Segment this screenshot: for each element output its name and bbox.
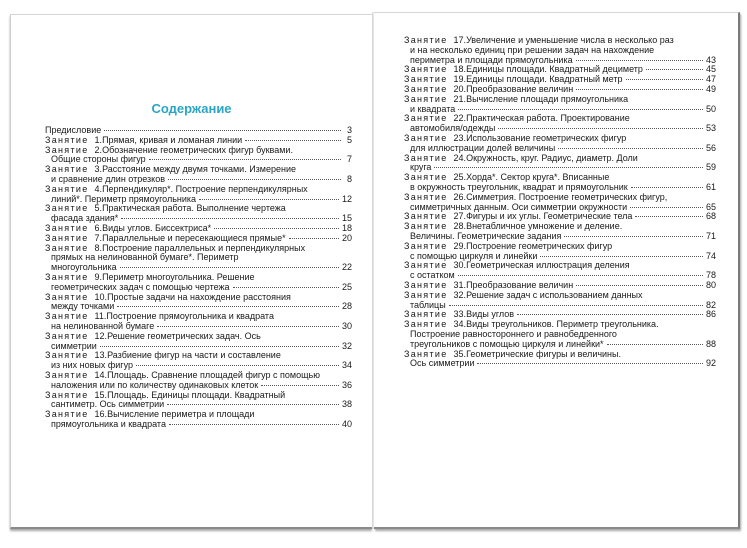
lesson-label: Занятие	[404, 309, 448, 320]
lesson-number: 25.	[453, 172, 467, 183]
entry-text: Построение геометрических фигур	[466, 240, 613, 251]
entry-text: линий*. Периметр прямоугольника	[51, 193, 197, 204]
lesson-label: Занятие	[45, 203, 89, 214]
entry-text: с остатком	[410, 270, 455, 281]
page-number: 82	[705, 299, 716, 310]
toc-entry[interactable]	[45, 293, 352, 313]
entry-text: Параллельные и пересекающиеся прямые*	[102, 232, 286, 243]
page-number: 74	[705, 250, 716, 261]
lesson-number: 10.	[94, 291, 108, 302]
lesson-number: 30.	[453, 260, 467, 271]
entry-text: Окружность, круг. Радиус, диаметр. Доли	[466, 152, 638, 163]
dot-leader	[434, 167, 703, 168]
lesson-number: 14.	[94, 369, 108, 380]
entry-text: Виды углов. Биссектриса*	[102, 222, 212, 233]
lesson-label: Занятие	[45, 222, 89, 233]
lesson-label: Занятие	[45, 271, 89, 282]
lesson-label: Занятие	[45, 183, 89, 194]
dot-leader	[136, 365, 339, 366]
page-number: 28	[341, 301, 352, 312]
dot-leader	[121, 218, 339, 219]
toc-entry[interactable]	[404, 114, 716, 134]
lesson-number: 1.	[94, 134, 103, 145]
page-number: 61	[705, 181, 716, 192]
entry-text: Симметрия. Построение геометрических фигур,	[466, 191, 668, 202]
toc-entry[interactable]	[45, 204, 352, 224]
dot-leader	[149, 159, 341, 160]
page-number: 3	[346, 125, 352, 135]
lesson-number: 32.	[453, 289, 467, 300]
entry-text: Практическая работа. Выполнение чертежа	[102, 203, 286, 214]
entry-text: Построение равностороннего и равнобедренного	[410, 328, 617, 339]
lesson-label: Занятие	[45, 291, 89, 302]
lesson-number: 26.	[453, 191, 467, 202]
entry-text: симметричных данным. Оси симметрии окружности	[410, 201, 628, 212]
entry-last-line	[404, 359, 716, 369]
lesson-number: 3.	[94, 164, 103, 175]
page-number: 80	[705, 279, 716, 290]
lesson-number: 34.	[453, 319, 467, 330]
toc-entry[interactable]	[404, 222, 716, 242]
toc-entry[interactable]	[45, 371, 352, 391]
page-number: 92	[705, 358, 716, 369]
lesson-label: Занятие	[45, 350, 89, 361]
entry-text: Разбиение фигур на части и составление	[107, 350, 281, 361]
dot-leader	[104, 130, 341, 131]
lesson-label: Занятие	[45, 389, 89, 400]
page-number: 18	[341, 222, 352, 233]
entry-text: Использование геометрических фигур	[466, 132, 627, 143]
dot-leader	[630, 207, 703, 208]
dot-leader	[635, 216, 703, 217]
page-number: 86	[705, 309, 716, 320]
lesson-number: 33.	[453, 309, 467, 320]
entry-text: на нелинованной бумаге	[51, 320, 155, 331]
entry-text: геометрических задач с помощью чертежа	[51, 281, 230, 292]
entry-text: и на несколько единиц при решении задач на нахождение	[410, 44, 655, 55]
toc-entry[interactable]	[404, 95, 716, 115]
toc-entry[interactable]	[45, 165, 352, 185]
entry-text: Построение параллельных и перпендикулярных	[102, 242, 306, 253]
lesson-label: Занятие	[404, 240, 448, 251]
entry-text: Площадь. Единицы площади. Квадратный	[107, 389, 286, 400]
page-number: 71	[705, 230, 716, 241]
dot-leader	[261, 385, 339, 386]
toc-entry[interactable]	[45, 332, 352, 352]
dot-leader	[100, 346, 339, 347]
lesson-number: 13.	[94, 350, 108, 361]
entry-text: прямоугольника и квадрата	[51, 418, 166, 429]
lesson-label: Занятие	[404, 64, 448, 75]
entry-text: Вычисление площади прямоугольника	[466, 93, 629, 104]
entry-text: для иллюстрации долей величины	[410, 142, 556, 153]
lesson-number: 29.	[453, 240, 467, 251]
entry-last-line	[404, 301, 716, 311]
toc-entry[interactable]	[404, 193, 716, 213]
entry-text: Геометрические фигуры и величины.	[466, 348, 621, 359]
toc-entry[interactable]	[404, 134, 716, 154]
entry-text: круга	[410, 162, 432, 173]
lesson-number: 7.	[94, 232, 103, 243]
dot-leader	[199, 199, 339, 200]
dot-leader	[458, 275, 703, 276]
lesson-label: Занятие	[404, 260, 448, 271]
entry-text: прямых на нелинованной бумаге*. Периметр	[51, 252, 239, 263]
page-number: 53	[705, 123, 716, 134]
entry-text: треугольников с помощью циркуля и линейки*	[410, 338, 604, 349]
lesson-label: Занятие	[404, 221, 448, 232]
lesson-number: 15.	[94, 389, 108, 400]
dot-leader	[214, 228, 339, 229]
lesson-label: Занятие	[45, 242, 89, 253]
left-page	[10, 14, 372, 529]
lesson-label: Занятие	[404, 113, 448, 124]
lesson-number: 6.	[94, 222, 103, 233]
page-number: 15	[341, 213, 352, 224]
entry-text: симметрии	[51, 340, 97, 351]
dot-leader	[117, 306, 339, 307]
entry-text: Преобразование величин	[466, 83, 574, 94]
page-number: 30	[341, 320, 352, 331]
entry-text: Ось симметрии	[410, 358, 475, 369]
dot-leader	[477, 363, 703, 364]
lesson-number: 24.	[453, 152, 467, 163]
dot-leader	[169, 424, 339, 425]
entry-text: Решение геометрических задач. Ось	[107, 330, 261, 341]
toc-entry[interactable]	[404, 36, 716, 65]
lesson-number: 16.	[94, 409, 108, 420]
toc-entry[interactable]	[45, 273, 352, 293]
lesson-label: Занятие	[404, 289, 448, 300]
lesson-number: 31.	[453, 279, 467, 290]
lesson-number: 2.	[94, 144, 103, 155]
lesson-number: 9.	[94, 271, 103, 282]
page-number: 49	[705, 83, 716, 94]
page-number: 7	[346, 154, 352, 165]
entry-text: Простые задачи на нахождение расстояния	[107, 291, 291, 302]
lesson-number: 19.	[453, 74, 467, 85]
lesson-number: 8.	[94, 242, 103, 253]
toc-title: Содержание	[151, 101, 232, 116]
dot-leader	[233, 287, 339, 288]
lesson-number: 35.	[453, 348, 467, 359]
entry-text: Фигуры и их углы. Геометрические тела	[466, 211, 633, 222]
entry-heading	[404, 154, 716, 164]
entry-text: Виды углов	[466, 309, 515, 320]
page-number: 8	[346, 173, 352, 184]
toc-entry[interactable]	[45, 312, 352, 332]
page-number: 34	[341, 360, 352, 371]
lesson-number: 27.	[453, 211, 467, 222]
lesson-label: Занятие	[45, 144, 89, 155]
dot-leader	[626, 79, 703, 80]
entry-text: Внетабличное умножение и деление.	[466, 221, 623, 232]
lesson-label: Занятие	[45, 164, 89, 175]
entry-text: Практическая работа. Проектирование	[466, 113, 630, 124]
entry-text: Хорда*. Сектор круга*. Вписанные	[466, 172, 610, 183]
lesson-label: Занятие	[45, 330, 89, 341]
toc-entry[interactable]	[404, 291, 716, 311]
entry-text: из них новых фигур	[51, 360, 133, 371]
dot-leader	[168, 179, 341, 180]
lesson-label: Занятие	[404, 74, 448, 85]
dot-leader	[607, 344, 703, 345]
lesson-label: Занятие	[404, 93, 448, 104]
toc-entry[interactable]	[45, 146, 352, 166]
dot-leader	[245, 140, 341, 141]
entry-text: между точками	[51, 301, 115, 312]
lesson-label: Занятие	[404, 348, 448, 359]
toc-entry[interactable]	[404, 261, 716, 281]
page-number: 36	[341, 379, 352, 390]
page-number: 50	[705, 103, 716, 114]
toc-list-left	[45, 126, 352, 430]
lesson-number: 21.	[453, 93, 467, 104]
lesson-label: Занятие	[404, 35, 448, 45]
entry-text: многоугольника	[51, 262, 117, 273]
entry-text: Виды треугольников. Периметр треугольника.	[466, 319, 659, 330]
page-number: 38	[341, 399, 352, 410]
entry-text: наложения или по количеству одинаковых клеток	[51, 379, 259, 390]
page-number: 56	[705, 142, 716, 153]
dot-leader	[564, 236, 703, 237]
dot-leader	[517, 314, 703, 315]
lesson-label: Занятие	[45, 232, 89, 243]
page-number: 22	[341, 262, 352, 273]
lesson-label: Занятие	[404, 172, 448, 183]
dot-leader	[540, 256, 703, 257]
entry-text: Прямая, кривая и ломаная линии	[102, 134, 243, 145]
entry-text: сантиметр. Ось симметрии	[51, 399, 165, 410]
dot-leader	[458, 109, 703, 110]
entry-text: Общие стороны фигур	[51, 154, 146, 165]
entry-text: Решение задач с использованием данных	[466, 289, 643, 300]
entry-text: Единицы площади. Квадратный метр	[466, 74, 623, 85]
toc-entry[interactable]	[404, 173, 716, 193]
lesson-number: 11.	[94, 311, 107, 322]
page-number: 12	[341, 193, 352, 204]
entry-text: Величины. Геометрические задания	[410, 230, 562, 241]
lesson-number: 17.	[453, 35, 467, 45]
toc-entry[interactable]	[45, 410, 352, 430]
entry-text: Предисловие	[45, 125, 102, 135]
entry-text: Увеличение и уменьшение числа в несколько раз	[466, 35, 674, 45]
page-number: 32	[341, 340, 352, 351]
entry-text: таблицы	[410, 299, 446, 310]
page-number: 45	[705, 64, 716, 75]
entry-text: Площадь. Сравнение площадей фигур с помощью	[107, 369, 320, 380]
dot-leader	[157, 326, 339, 327]
entry-text: Единицы площади. Квадратный дециметр	[466, 64, 643, 75]
entry-text: с помощью циркуля и линейки	[410, 250, 538, 261]
lesson-number: 18.	[453, 64, 467, 75]
toc-entry[interactable]	[404, 320, 716, 349]
entry-text: и сравнение длин отрезков	[51, 173, 165, 184]
lesson-label: Занятие	[45, 311, 89, 322]
dot-leader	[576, 89, 703, 90]
page-number: 88	[705, 338, 716, 349]
page-number: 25	[341, 281, 352, 292]
lesson-number: 20.	[453, 83, 467, 94]
entry-text: Геометрическая иллюстрация деления	[466, 260, 630, 271]
dot-leader	[631, 187, 703, 188]
toc-entry[interactable]	[404, 350, 716, 370]
dot-leader	[498, 128, 703, 129]
entry-text: автомобиля/одежды	[410, 123, 496, 134]
lesson-label: Занятие	[404, 279, 448, 290]
dot-leader	[289, 238, 339, 239]
right-page	[374, 12, 740, 529]
dot-leader	[558, 148, 703, 149]
dot-leader	[449, 305, 703, 306]
entry-text: фасада здания*	[51, 213, 119, 224]
lesson-number: 22.	[453, 113, 467, 124]
page-number: 68	[705, 211, 716, 222]
dot-leader	[646, 69, 703, 70]
toc-entry[interactable]	[404, 154, 716, 174]
lesson-number: 4.	[94, 183, 103, 194]
lesson-label: Занятие	[404, 83, 448, 94]
toc-entry[interactable]	[404, 242, 716, 262]
entry-text: Вычисление периметра и площади	[107, 409, 255, 420]
lesson-label: Занятие	[404, 132, 448, 143]
entry-text: Обозначение геометрических фигур буквами.	[102, 144, 293, 155]
page-number: 78	[705, 270, 716, 281]
lesson-label: Занятие	[45, 409, 89, 420]
toc-list-right	[404, 36, 716, 369]
lesson-number: 5.	[94, 203, 103, 214]
page-number: 20	[341, 232, 352, 243]
entry-text: Построение прямоугольника и квадрата	[106, 311, 274, 322]
dot-leader	[167, 404, 339, 405]
dot-leader	[576, 285, 703, 286]
toc-entry[interactable]	[45, 244, 352, 273]
page-number: 43	[705, 54, 716, 65]
lesson-label: Занятие	[404, 319, 448, 330]
entry-text: Перпендикуляр*. Построение перпендикулярных	[102, 183, 308, 194]
lesson-number: 12.	[94, 330, 108, 341]
lesson-label: Занятие	[45, 369, 89, 380]
entry-text: Расстояние между двумя точками. Измерение	[102, 164, 297, 175]
toc-entry[interactable]	[45, 351, 352, 371]
lesson-label: Занятие	[404, 211, 448, 222]
entry-text: периметра и площади прямоугольника	[410, 54, 573, 65]
entry-text: Преобразование величин	[466, 279, 574, 290]
entry-heading	[404, 291, 716, 301]
lesson-number: 28.	[453, 221, 467, 232]
toc-entry[interactable]	[45, 185, 352, 205]
page-number: 5	[346, 134, 352, 145]
entry-text: Периметр многоугольника. Решение	[102, 271, 255, 282]
entry-text: в окружность треугольник, квадрат и прямоугольник	[410, 181, 628, 192]
entry-last-line	[45, 420, 352, 430]
entry-text: и квадрата	[410, 103, 456, 114]
lesson-number: 23.	[453, 132, 467, 143]
lesson-label: Занятие	[45, 134, 89, 145]
toc-entry[interactable]	[45, 391, 352, 411]
page-number: 40	[341, 418, 352, 429]
page-number: 59	[705, 162, 716, 173]
dot-leader	[576, 60, 703, 61]
lesson-label: Занятие	[404, 152, 448, 163]
page-number: 47	[705, 74, 716, 85]
lesson-label: Занятие	[404, 191, 448, 202]
dot-leader	[120, 267, 339, 268]
page-number: 65	[705, 201, 716, 212]
